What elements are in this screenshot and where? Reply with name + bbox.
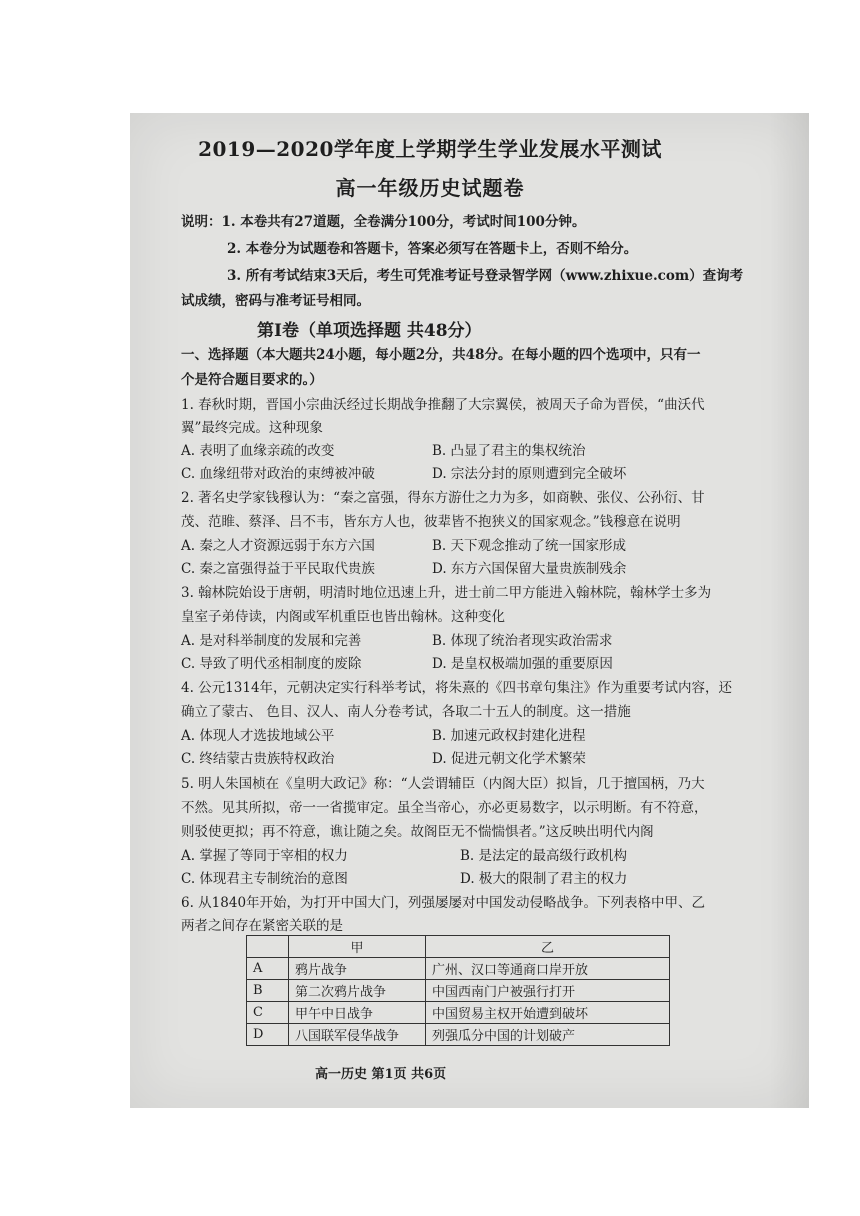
note-line-1: 说明：1. 本卷共有27道题，全卷满分100分，考试时间100分钟。 [181, 214, 586, 230]
q1-stem-1: 1. 春秋时期，晋国小宗曲沃经过长期战争推翻了大宗翼侯，被周天子命为晋侯，“曲沃代 [181, 397, 705, 413]
q2-option-c: C. 秦之富强得益于平民取代贵族 [181, 561, 375, 577]
section-intro-1: 一、选择题（本大题共24小题，每小题2分，共48分。在每小题的四个选项中，只有一 [181, 347, 701, 363]
section-intro-2: 个是符合题目要求的。） [181, 372, 323, 388]
table-cell: B [247, 980, 289, 1002]
table-row [247, 980, 670, 1002]
table-cell: A [247, 958, 289, 980]
exam-subtitle: 高一年级历史试题卷 [335, 176, 525, 200]
note-line-2: 2. 本卷分为试题卷和答题卡，答案必须写在答题卡上，否则不给分。 [227, 241, 638, 257]
q4-option-c: C. 终结蒙古贵族特权政治 [181, 751, 335, 767]
q5-stem-3: 则驳使更拟；再不符意，谯让随之矣。故阁臣无不惴惴惧者。”这反映出明代内阁 [181, 824, 654, 840]
q6-stem-2: 两者之间存在紧密关联的是 [181, 918, 343, 934]
q3-option-d: D. 是皇权极端加强的重要原因 [432, 656, 613, 672]
table-cell: D [247, 1024, 289, 1046]
table-row [247, 1024, 670, 1046]
q1-option-d: D. 宗法分封的原则遭到完全破坏 [432, 466, 627, 482]
q3-option-a: A. 是对科举制度的发展和完善 [181, 633, 362, 649]
q2-option-b: B. 天下观念推动了统一国家形成 [432, 538, 627, 554]
q1-option-a: A. 表明了血缘亲疏的改变 [181, 443, 335, 459]
table-header-cell: 乙 [426, 936, 670, 958]
page-footer: 高一历史 第1页 共6页 [315, 1067, 447, 1082]
section-title: 第Ⅰ卷（单项选择题 共48分） [257, 321, 482, 341]
q1-option-b: B. 凸显了君主的集权统治 [432, 443, 586, 459]
table-header-row [247, 936, 670, 958]
q2-option-d: D. 东方六国保留大量贵族制残余 [432, 561, 627, 577]
q3-option-b: B. 体现了统治者现实政治需求 [432, 633, 613, 649]
q4-option-d: D. 促进元朝文化学术繁荣 [432, 751, 586, 767]
table-cell: 中国西南门户被强行打开 [426, 980, 670, 1002]
table-header-cell: 甲 [289, 936, 426, 958]
q4-option-b: B. 加速元政权封建化进程 [432, 728, 586, 744]
q5-stem-2: 不然。见其所拟，帝一一省揽审定。虽全当帝心，亦必更易数字，以示明断。有不符意， [181, 800, 708, 816]
q2-stem-1: 2. 著名史学家钱穆认为：“秦之富强，得东方游仕之力为多，如商鞅、张仪、公孙衍、甘 [181, 490, 705, 506]
q3-stem-1: 3. 翰林院始设于唐朝，明清时地位迅速上升，进士前二甲方能进入翰林院，翰林学士多为 [181, 585, 712, 601]
q5-option-d: D. 极大的限制了君主的权力 [460, 871, 628, 887]
q3-option-c: C. 导致了明代丞相制度的废除 [181, 656, 362, 672]
q2-stem-2: 茂、范睢、蔡泽、吕不韦，皆东方人也，彼辈皆不抱狭义的国家观念。”钱穆意在说明 [181, 514, 681, 530]
table-row [247, 958, 670, 980]
table-cell: 八国联军侵华战争 [289, 1024, 426, 1046]
q4-option-a: A. 体现人才选拔地域公平 [181, 728, 335, 744]
table-cell: 广州、汉口等通商口岸开放 [426, 958, 670, 980]
q4-stem-2: 确立了蒙古、 色目、汉人、南人分卷考试，各取二十五人的制度。这一措施 [181, 704, 631, 720]
q2-option-a: A. 秦之人才资源远弱于东方六国 [181, 538, 375, 554]
note-line-4: 试成绩，密码与准考证号相同。 [181, 293, 370, 309]
table-cell: 甲午中日战争 [289, 1002, 426, 1024]
table-cell: 中国贸易主权开始遭到破坏 [426, 1002, 670, 1024]
table-cell: 列强瓜分中国的计划破产 [426, 1024, 670, 1046]
q1-option-c: C. 血缘纽带对政治的束缚被冲破 [181, 466, 375, 482]
exam-title: 2019—2020学年度上学期学生学业发展水平测试 [198, 137, 662, 161]
q6-stem-1: 6. 从1840年开始，为打开中国大门，列强屡屡对中国发动侵略战争。下列表格中甲、乙 [181, 895, 706, 911]
table-cell: 第二次鸦片战争 [289, 980, 426, 1002]
table-cell: 鸦片战争 [289, 958, 426, 980]
q1-stem-2: 翼”最终完成。这种现象 [181, 420, 323, 436]
note-line-3: 3. 所有考试结束3天后，考生可凭准考证号登录智学网（www.zhixue.com）查询考 [227, 268, 744, 284]
q5-option-a: A. 掌握了等同于宰相的权力 [181, 848, 348, 864]
q4-stem-1: 4. 公元1314年，元朝决定实行科举考试，将朱熹的《四书章句集注》作为重要考试内容，还 [181, 680, 733, 696]
q5-option-b: B. 是法定的最高级行政机构 [460, 848, 628, 864]
table-header-cell [247, 936, 289, 958]
q5-option-c: C. 体现君主专制统治的意图 [181, 871, 348, 887]
q6-answer-table [246, 935, 670, 1046]
q3-stem-2: 皇室子弟侍读，内阁或军机重臣也皆出翰林。这种变化 [181, 609, 505, 625]
table-cell: C [247, 1002, 289, 1024]
q5-stem-1: 5. 明人朱国桢在《皇明大政记》称：“人尝谓辅臣（内阁大臣）拟旨，几于擅国柄，乃大 [181, 776, 705, 792]
table-row [247, 1002, 670, 1024]
